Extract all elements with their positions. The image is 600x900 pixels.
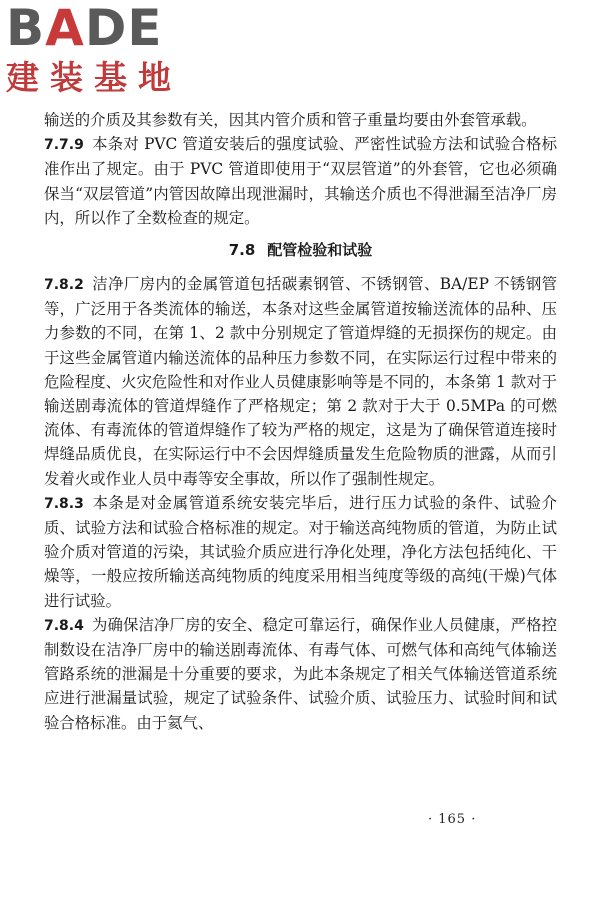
section-title: 配管检验和试验 [267, 241, 373, 260]
paragraph-text: 洁净厂房内的金属管道包括碳素钢管、不锈钢管、BA/EP 不锈钢管等，广泛用于各类流体的输送，本条对这些金属管道按输送流体的品种、压力参数的不同，在第 1、2 款中分别规定了管道焊缝的无损探伤的规定。由于这些金属管道内输送流体的品种压力参数不同，在实际运行过程中带来的危险程度、火灾危险性和对作业人员健康影响等是不同的，本条第 1 款对于输送剧毒流体的管道焊缝作了严格规定；第 2 款对于大于 0.5MPa 的可燃流体、有毒流体的管道焊缝作了较为严格的规定，这是为了确保管道连接时焊缝品质优良，在实际运行中不会因焊缝质量发生危险物质的泄露，从而引发着火或作业人员中毒等安全事故，所以作了强制性规定。 [44, 275, 557, 488]
paragraph-7-7-9 [44, 132, 557, 230]
logo-wordmark [6, 2, 178, 58]
section-number: 7.8 [228, 241, 256, 260]
paragraph-text: 为确保洁净厂房的安全、稳定可靠运行，确保作业人员健康，严格控制数设在洁净厂房中的输送剧毒流体、有毒气体、可燃气体和高纯气体输送管路系统的泄漏是十分重要的要求，为此本条规定了相关气体输送管道系统应进行泄漏量试验，规定了试验条件、试验介质、试验压力、试验时间和试验合格标准。由于氦气、 [44, 615, 557, 732]
section-heading [44, 238, 557, 262]
clause-number: 7.8.2 [44, 277, 84, 294]
paragraph-7-8-3 [44, 491, 557, 613]
paragraph-continued [44, 108, 557, 132]
logo-subtitle: 建装基地 [6, 58, 182, 97]
clause-number: 7.8.4 [44, 617, 84, 634]
clause-number: 7.7.9 [44, 137, 84, 154]
paragraph-text: 本条是对金属管道系统安装完毕后，进行压力试验的条件、试验介质、试验方法和试验合格标准的规定。对于输送高纯物质的管道，为防止试验介质对管道的污染，其试验介质应进行净化处理，净化方法包括纯化、干燥等，一般应按所输送高纯物质的纯度采用相当纯度等级的高纯(干燥)气体进行试验。 [44, 493, 557, 610]
logo-letter-b: B [6, 0, 46, 57]
page-number: · 165 · [428, 812, 477, 827]
paragraph-7-8-2 [44, 272, 557, 491]
clause-number: 7.8.3 [44, 495, 84, 512]
paragraph-7-8-4 [44, 613, 557, 735]
document-body [44, 108, 557, 735]
paragraph-text: 本条对 PVC 管道安装后的强度试验、严密性试验方法和试验合格标准作出了规定。由于 PVC 管道即使用于“双层管道”的外套管，它也必须确保当“双层管道”内管因故障出现泄漏时，其输送介质也不得泄漏至洁净厂房内，所以作了全数检查的规定。 [44, 135, 557, 227]
bade-logo-watermark [6, 0, 182, 102]
logo-letter-a: A [45, 0, 85, 57]
logo-letters-de: DE [84, 0, 163, 57]
paragraph-text: 输送的介质及其参数有关，因其内管介质和管子重量均要由外套管承载。 [44, 111, 537, 129]
